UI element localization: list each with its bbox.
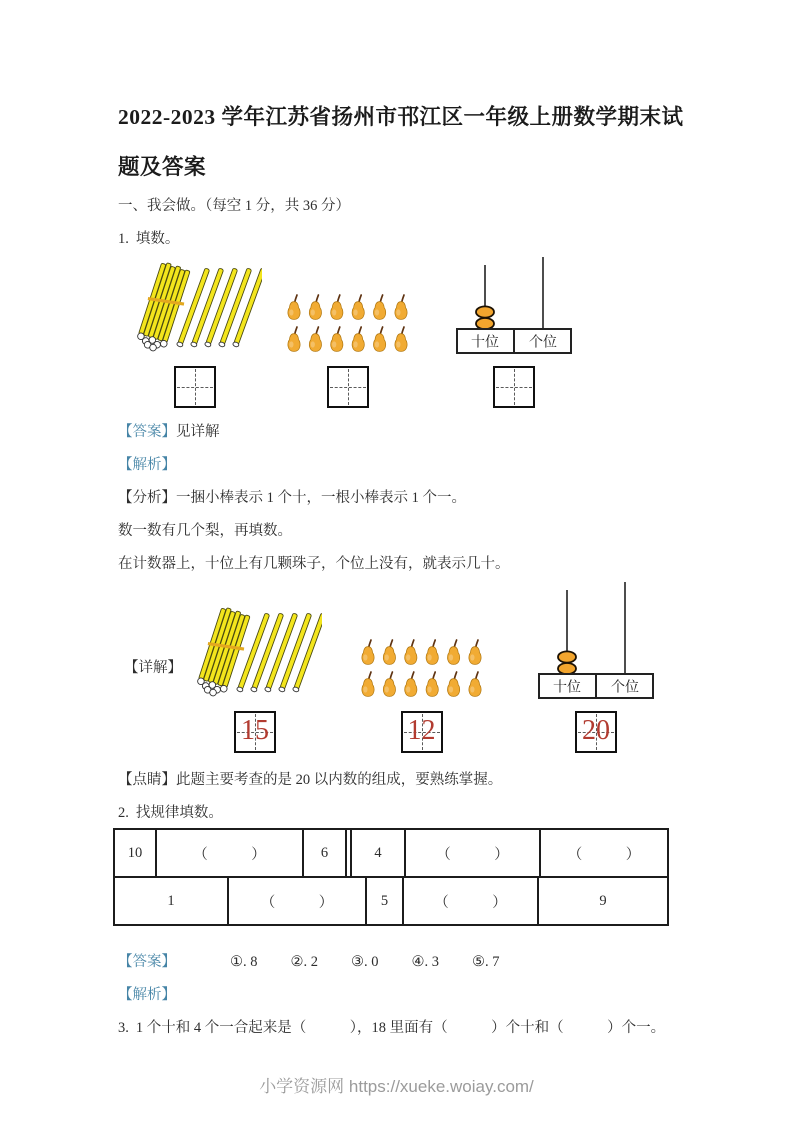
q1-analysis-line2: 数一数有几个梨，再填数。 xyxy=(118,523,292,539)
jiexi-label: 【解析】 xyxy=(118,457,176,473)
sticks-bundle-image xyxy=(188,605,322,700)
abacus-figure xyxy=(455,257,573,408)
dianjing-label: 【点睛】 xyxy=(118,772,176,788)
abacus-answer-value: 20 xyxy=(582,715,610,746)
abacus-bead xyxy=(476,306,494,317)
abacus-figure-solved xyxy=(537,582,655,753)
section-heading: 一、我会做。（每空 1 分，共 36 分） xyxy=(118,198,350,214)
question-1-prompt: 1. 填数。 xyxy=(118,231,180,247)
answer-box-sticks-filled xyxy=(234,711,276,753)
sticks-figure-solved xyxy=(188,582,322,753)
table-cell: 6 xyxy=(304,830,347,876)
answer-item: ⑤. 7 xyxy=(472,954,500,970)
pears-answer-value: 12 xyxy=(407,715,436,746)
pears-image xyxy=(284,293,411,355)
page-title-line1: 2022-2023 学年江苏省扬州市邗江区一年级上册数学期末试 xyxy=(118,105,684,129)
answer-item: ①. 8 xyxy=(230,954,258,970)
abacus-tens-label: 十位 xyxy=(553,680,581,696)
answer-box-pears-empty xyxy=(327,366,369,408)
fenxi-label: 【分析】 xyxy=(118,490,176,506)
q1-analysis-line3: 在计数器上，十位上有几颗珠子，个位上没有，就表示几十。 xyxy=(118,556,510,572)
table-cell: 5 xyxy=(367,878,404,924)
page-title xyxy=(118,92,729,192)
abacus-bead xyxy=(558,663,576,674)
q1-dianjing-line: 【点睛】此题主要考查的是 20 以内数的组成，要熟练掌握。 xyxy=(118,772,503,788)
abacus-ones-label: 个位 xyxy=(611,680,639,696)
answer-box-abacus-empty xyxy=(493,366,535,408)
table-row xyxy=(115,830,667,876)
xiangjie-label: 【详解】 xyxy=(124,660,182,676)
answer-box-abacus-filled xyxy=(575,711,617,753)
question-3-text: 3. 1 个十和 4 个一合起来是（ ），18 里面有（ ）个十和（ ）个一。 xyxy=(118,1020,666,1036)
question-3-number: 3. xyxy=(118,1020,129,1036)
pears-figure-solved xyxy=(358,582,485,753)
pattern-table xyxy=(113,828,669,926)
answer-item: ③. 0 xyxy=(351,954,379,970)
table-cell: （ ） xyxy=(406,830,541,876)
q1-fenxi-line: 【分析】一捆小棒表示 1 个十，一根小棒表示 1 个一。 xyxy=(118,490,466,506)
table-row xyxy=(115,876,667,924)
footer-watermark: 小学资源网 https://xueke.woiay.com/ xyxy=(259,1077,534,1096)
abacus-bead xyxy=(476,318,494,329)
answer-box-sticks-empty xyxy=(174,366,216,408)
q1-jiexi-line xyxy=(118,455,729,475)
table-cell: （ ） xyxy=(157,830,304,876)
q1-xiangjie-figures xyxy=(118,582,729,753)
abacus-image xyxy=(537,582,655,700)
q1-answer-line: 【答案】见详解 xyxy=(118,424,220,440)
table-cell: （ ） xyxy=(229,878,367,924)
jiexi-label: 【解析】 xyxy=(118,987,176,1003)
table-cell: 1 xyxy=(115,878,229,924)
answer-label: 【答案】 xyxy=(118,954,176,970)
abacus-tens-label: 十位 xyxy=(471,335,499,351)
abacus-bead xyxy=(558,651,576,662)
sticks-answer-value: 15 xyxy=(241,715,269,746)
table-cell: 10 xyxy=(115,830,157,876)
q2-jiexi-line xyxy=(118,985,729,1005)
question-1-number: 1. xyxy=(118,231,129,247)
question-2-number: 2. xyxy=(118,805,129,821)
pears-figure xyxy=(284,257,411,408)
table-cell: （ ） xyxy=(404,878,539,924)
abacus-image xyxy=(455,257,573,355)
table-cell: （ ） xyxy=(567,846,641,863)
question-1-figures xyxy=(118,257,729,408)
sticks-bundle-image xyxy=(128,260,262,355)
sticks-figure xyxy=(128,257,262,408)
q2-answer-line xyxy=(118,952,729,972)
page-title-line2: 题及答案 xyxy=(118,155,207,179)
question-2-prompt: 2. 找规律填数。 xyxy=(118,805,223,821)
answer-item: ④. 3 xyxy=(411,954,439,970)
answer-box-pears-filled xyxy=(401,711,443,753)
answer-item: ②. 2 xyxy=(290,954,318,970)
pears-image xyxy=(358,638,485,700)
table-cell: 4 xyxy=(350,830,406,876)
answer-label: 【答案】 xyxy=(118,424,176,440)
abacus-ones-label: 个位 xyxy=(529,335,557,351)
table-cell: 9 xyxy=(599,892,607,909)
